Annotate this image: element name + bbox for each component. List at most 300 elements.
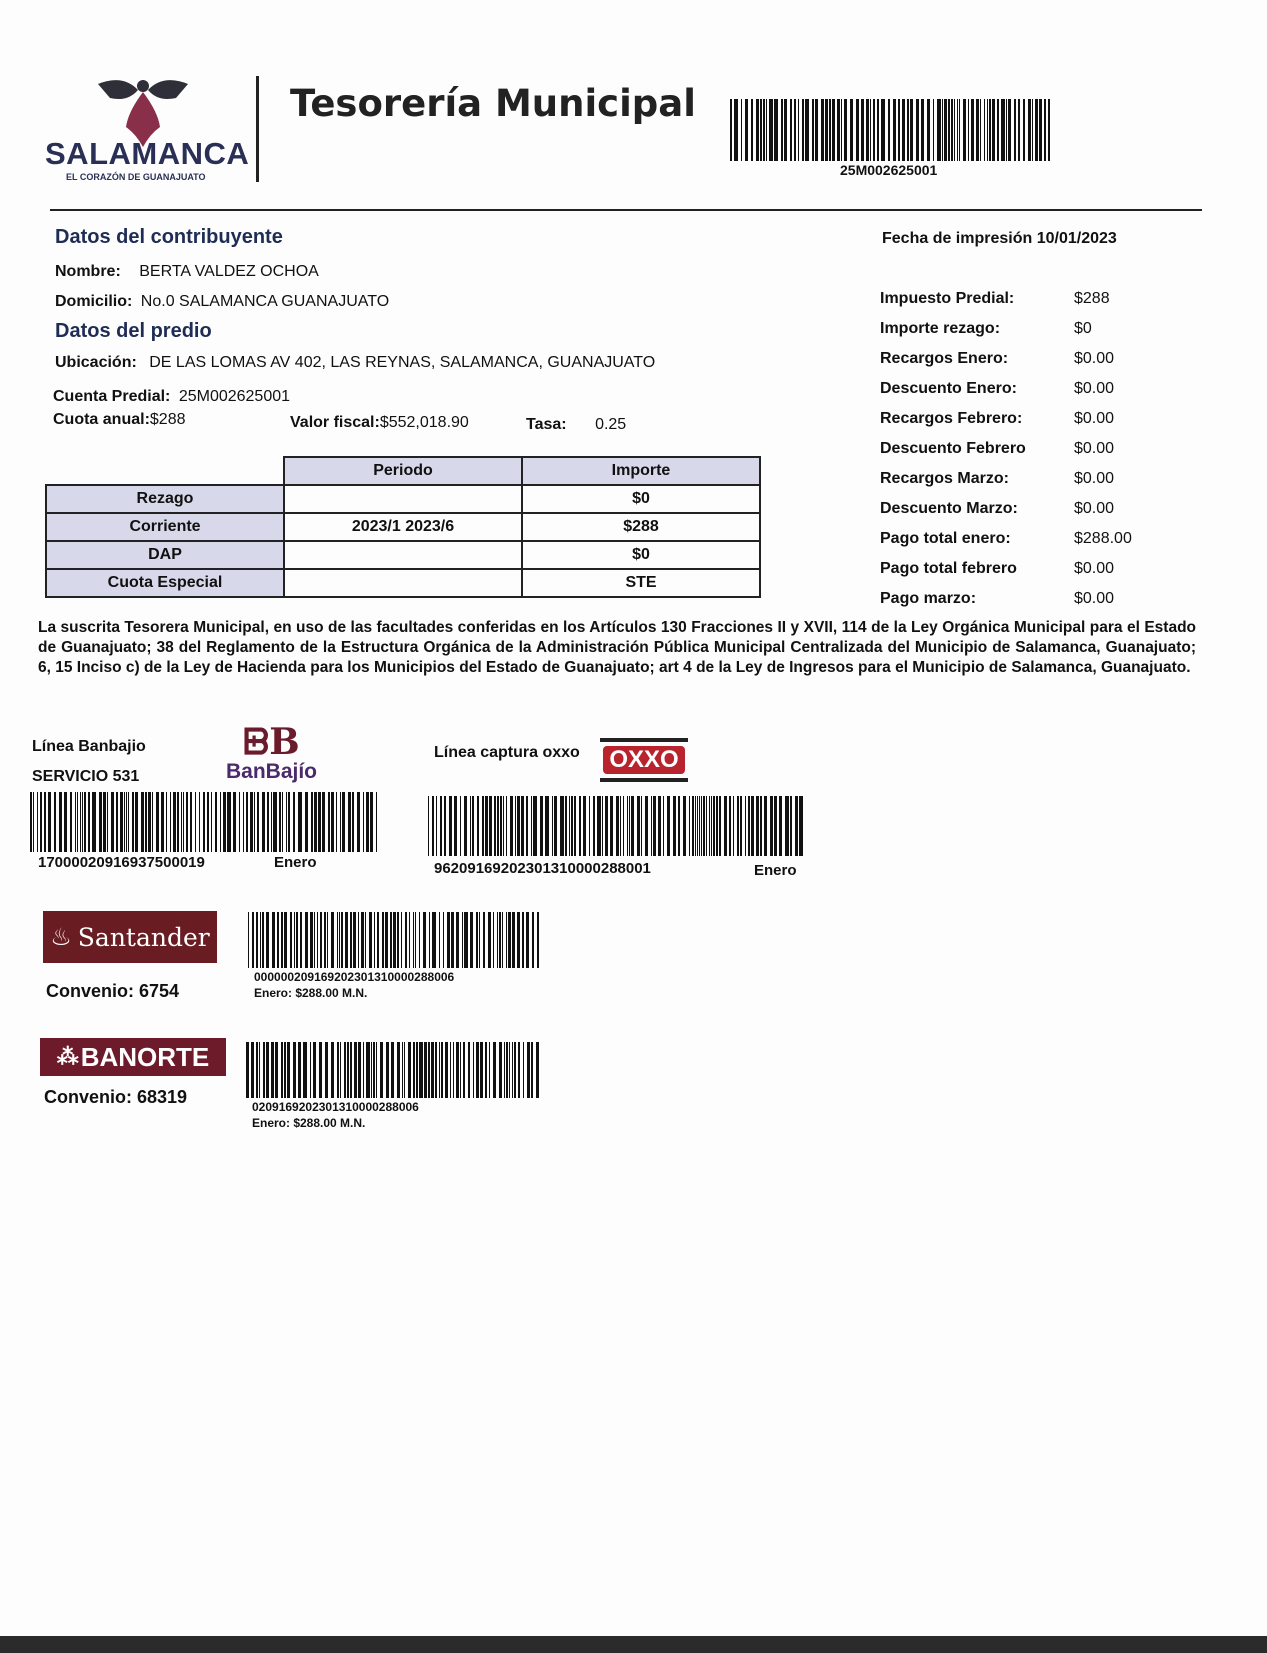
barcode-bar (512, 912, 515, 968)
row-concepto: Rezago (46, 485, 284, 513)
cuenta-row (53, 388, 290, 406)
summary-item (880, 530, 1132, 560)
barcode-bar (470, 796, 471, 856)
barcode-bar (252, 912, 254, 968)
barcode-bar (866, 99, 869, 161)
cuenta-label: Cuenta Predial: (53, 388, 171, 405)
barcode-bar (284, 912, 287, 968)
barcode-bar (220, 792, 221, 852)
barcode-bar (450, 1042, 451, 1098)
barcode-bar (764, 796, 767, 856)
barcode-bar (509, 1042, 510, 1098)
barcode-bar (199, 792, 200, 852)
barcode-bar (325, 1042, 328, 1098)
barcode-bar (170, 792, 171, 852)
row-importe: $0 (522, 485, 760, 513)
barcode-bar (54, 792, 56, 852)
barcode-bar (161, 792, 164, 852)
row-periodo (284, 541, 522, 569)
barcode-bar (300, 912, 302, 968)
barcode-bar (503, 796, 504, 856)
barcode-bar (497, 796, 499, 856)
barcode-bar (812, 99, 814, 161)
barcode-bar (273, 792, 277, 852)
barcode-bar (881, 99, 885, 161)
barcode-bar (683, 796, 686, 856)
barcode-bar (794, 99, 796, 161)
barcode-bar (227, 792, 231, 852)
barcode-bar (70, 792, 72, 852)
barcode-bar (482, 796, 484, 856)
barcode-bar (485, 1042, 487, 1098)
barcode-bar (526, 912, 529, 968)
oxxo-logo-text: OXXO (603, 746, 684, 774)
ubicacion-value: DE LAS LOMAS AV 402, LAS REYNAS, SALAMANCA, GUANAJUATO (149, 354, 656, 371)
barcode-bar (653, 796, 656, 856)
barcode-bar (282, 792, 283, 852)
barcode-bar (774, 99, 778, 161)
barcode-bar (314, 912, 315, 968)
barcode-bar (428, 1042, 430, 1098)
barcode-bar (305, 912, 308, 968)
barcode-bar (310, 1042, 311, 1098)
table-row (46, 569, 760, 597)
barcode-bar (616, 796, 619, 856)
row-importe: $288 (522, 513, 760, 541)
barcode-bar (376, 1042, 377, 1098)
barcode-bar (825, 99, 828, 161)
summary-label: Descuento Enero: (880, 380, 1017, 397)
barcode-bar (37, 792, 38, 852)
barcode-bar (971, 99, 974, 161)
summary-label: Pago total febrero (880, 560, 1017, 577)
summary-item (880, 500, 1132, 530)
barcode-bar (512, 1042, 513, 1098)
barcode-bar (267, 792, 269, 852)
barcode-bar (470, 912, 473, 968)
barcode-bar (992, 99, 995, 161)
logo-tagline: EL CORAZÓN DE GUANAJUATO (66, 172, 206, 182)
ubicacion-row (55, 354, 655, 372)
barcode-bar (40, 792, 42, 852)
barcode-bar (177, 792, 179, 852)
summary-value: $0.00 (1074, 350, 1115, 367)
barcode-bar (499, 1042, 502, 1098)
barcode-bar (766, 99, 767, 161)
barcode-bar (331, 792, 334, 852)
barcode-bar (663, 796, 664, 856)
barcode-bar (504, 1042, 505, 1098)
santander-convenio: Convenio: 6754 (46, 981, 180, 1001)
domicilio-row (55, 293, 389, 311)
barcode-bar (347, 1042, 349, 1098)
barcode-bar (841, 99, 842, 161)
barcode-bar (401, 912, 402, 968)
barcode-bar (366, 792, 369, 852)
barcode-bar (554, 796, 557, 856)
barcode-bar (344, 1042, 346, 1098)
barcode-bar (288, 792, 290, 852)
barcode-bar (374, 912, 375, 968)
barcode-bar (968, 99, 969, 161)
barcode-bar (281, 912, 283, 968)
barcode-bar (489, 796, 492, 856)
barcode-bar (531, 796, 532, 856)
oxxo-month: Enero (754, 862, 797, 879)
cuota-value: $288 (149, 411, 186, 428)
nombre-row (55, 263, 319, 281)
barcode-bar (432, 796, 434, 856)
barcode-bar (763, 99, 765, 161)
barcode-bar (540, 796, 543, 856)
barcode-bar (701, 796, 702, 856)
barcode-bar (80, 792, 81, 852)
barcode-bar (832, 99, 835, 161)
barcode-bar (419, 1042, 423, 1098)
barcode-bar (310, 912, 313, 968)
barcode-bar (203, 792, 205, 852)
barcode-bar (250, 792, 253, 852)
barcode-bar (277, 912, 279, 968)
summary-label: Pago marzo: (880, 590, 977, 607)
barcode-bar (124, 792, 125, 852)
barcode-bar (703, 796, 705, 856)
legal-text: La suscrita Tesorera Municipal, en uso de las facultades conferidas en los Artículos 130 Fracciones II y XVII, 114 de la Ley Orgánica Municipal para el Estado de Guanajuato; 38 del Reglamento de la Estructura Orgánica de la Administración Pública Municipal Centralizada del Municipio de Salamanca, Guanajuato; 6, 15 Inciso c) de la Ley de Hacienda para los Municipios del Estado de Guanajuato; art 4 de la Ley de Ingresos para el Municipio de Salamanca, Guanajuato. (38, 619, 1196, 676)
barcode-bar (431, 1042, 434, 1098)
oxxo-logo (600, 738, 688, 782)
summary-label: Impuesto Predial: (880, 290, 1015, 307)
row-concepto: Corriente (46, 513, 284, 541)
barcode-bar (645, 796, 648, 856)
barcode-bar (305, 792, 308, 852)
barcode-bar (779, 796, 782, 856)
barcode-bar (246, 1042, 249, 1098)
barcode-bar (298, 792, 302, 852)
barcode-bar (902, 99, 905, 161)
barcode-bar (293, 1042, 296, 1098)
barcode-bar (506, 1042, 508, 1098)
barcode-bar (429, 912, 430, 968)
banbajio-barcode (30, 792, 384, 852)
barcode-bar (552, 796, 553, 856)
barcode-bar (898, 99, 900, 161)
barcode-bar (340, 792, 341, 852)
barcode-bar (132, 792, 134, 852)
barcode-bar (190, 792, 192, 852)
barcode-bar (33, 792, 34, 852)
barcode-bar (514, 1042, 516, 1098)
barcode-bar (631, 796, 634, 856)
fecha-value: 10/01/2023 (1036, 230, 1117, 247)
barcode-bar (1035, 99, 1038, 161)
row-importe: $0 (522, 541, 760, 569)
barcode-bar (111, 792, 114, 852)
summary-value: $0.00 (1074, 410, 1115, 427)
barcode-bar (713, 796, 715, 856)
barcode-bar (251, 1042, 254, 1098)
barcode-bar (444, 796, 446, 856)
tasa-label: Tasa: (526, 416, 567, 433)
summary-value: $0.00 (1074, 470, 1115, 487)
barcode-bar (397, 912, 399, 968)
cuota-table (45, 456, 761, 598)
barcode-bar (734, 99, 738, 161)
barcode-bar (331, 912, 334, 968)
barcode-bar (510, 796, 513, 856)
barcode-bar (366, 1042, 370, 1098)
summary-value: $0 (1074, 320, 1092, 337)
barcode-bar (64, 792, 67, 852)
barcode-bar (751, 99, 753, 161)
banorte-logo (40, 1038, 226, 1076)
barcode-bar (517, 912, 520, 968)
barcode-bar (745, 99, 748, 161)
barcode-bar (445, 1042, 448, 1098)
barcode-bar (733, 796, 734, 856)
barcode-bar (358, 912, 359, 968)
banbajio-logo (226, 721, 318, 784)
banbajio-servicio: SERVICIO 531 (32, 768, 140, 785)
barcode-bar (1018, 99, 1020, 161)
barcode-bar (357, 792, 360, 852)
barcode-bar (447, 912, 450, 968)
barcode-bar (320, 912, 322, 968)
barcode-bar (211, 792, 212, 852)
barcode-bar (468, 1042, 470, 1098)
barcode-bar (1014, 99, 1016, 161)
summary-value: $0.00 (1074, 440, 1115, 457)
barcode-bar (435, 1042, 437, 1098)
barcode-bar (92, 792, 96, 852)
barcode-bar (99, 792, 102, 852)
barcode-bar (436, 796, 437, 856)
barcode-bar (409, 912, 410, 968)
barcode-bar (454, 796, 457, 856)
barcode-bar (386, 1042, 389, 1098)
barcode-bar (428, 796, 429, 856)
barcode-bar (298, 1042, 301, 1098)
barcode-bar (391, 1042, 394, 1098)
barcode-bar (493, 1042, 496, 1098)
banbajio-logo-text: BanBajío (226, 760, 318, 783)
summary-label: Recargos Enero: (880, 350, 1009, 367)
cuenta-value: 25M002625001 (178, 388, 291, 405)
barcode-bar (545, 796, 549, 856)
barcode-bar (337, 1042, 339, 1098)
barcode-bar (910, 99, 913, 161)
barcode-bar (152, 792, 153, 852)
barcode-bar (784, 99, 787, 161)
oxxo-code: 96209169202301310000288001 (434, 860, 651, 877)
oxxo-label: Línea captura oxxo (434, 744, 580, 761)
barcode-bar (751, 796, 754, 856)
barcode-bar (397, 1042, 400, 1098)
barcode-bar (774, 796, 777, 856)
header-barcode-text: 25M002625001 (840, 162, 938, 178)
barcode-bar (361, 912, 364, 968)
valor-row (290, 414, 469, 432)
barcode-bar (689, 796, 690, 856)
fecha-label: Fecha de impresión (882, 230, 1033, 247)
barcode-bar (303, 1042, 307, 1098)
barcode-bar (460, 796, 461, 856)
barcode-bar (589, 796, 590, 856)
barcode-bar (183, 792, 184, 852)
barcode-bar (673, 796, 676, 856)
barcode-bar (781, 99, 783, 161)
barcode-bar (737, 796, 739, 856)
barcode-bar (413, 1042, 415, 1098)
barcode-bar (472, 796, 474, 856)
barcode-bar (610, 796, 613, 856)
barcode-bar (829, 99, 831, 161)
barcode-bar (322, 792, 325, 852)
barcode-bar (223, 792, 226, 852)
barcode-bar (324, 912, 326, 968)
banorte-amount: Enero: $288.00 M.N. (252, 1116, 366, 1130)
barcode-bar (526, 796, 528, 856)
barcode-bar (637, 796, 640, 856)
barcode-bar (440, 796, 442, 856)
barcode-bar (565, 796, 567, 856)
barcode-bar (313, 1042, 316, 1098)
barcode-bar (248, 912, 249, 968)
nombre-label: Nombre: (55, 263, 121, 280)
barcode-bar (443, 912, 444, 968)
barcode-bar (352, 792, 354, 852)
barcode-bar (286, 792, 287, 852)
banbajio-label: Línea Banbajio (32, 738, 146, 755)
barcode-bar (493, 912, 494, 968)
barcode-bar (850, 99, 853, 161)
barcode-bar (294, 912, 295, 968)
barcode-bar (706, 796, 707, 856)
barcode-bar (873, 99, 875, 161)
barcode-bar (259, 1042, 260, 1098)
barcode-bar (380, 1042, 383, 1098)
barcode-bar (605, 796, 608, 856)
barcode-bar (449, 796, 452, 856)
barcode-bar (976, 99, 979, 161)
barcode-bar (339, 912, 340, 968)
barcode-bar (327, 912, 328, 968)
barcode-bar (88, 792, 90, 852)
barcode-bar (1032, 99, 1033, 161)
logo-name: SALAMANCA (45, 136, 250, 171)
barcode-bar (944, 99, 947, 161)
contribuyente-title: Datos del contribuyente (55, 226, 283, 248)
barcode-bar (382, 912, 384, 968)
barcode-bar (989, 99, 991, 161)
barcode-bar (402, 1042, 403, 1098)
barcode-bar (272, 912, 275, 968)
barcode-bar (103, 792, 106, 852)
barcode-bar (462, 912, 463, 968)
barcode-bar (907, 99, 909, 161)
barcode-bar (724, 796, 727, 856)
barcode-bar (296, 912, 298, 968)
barcode-bar (377, 912, 379, 968)
barcode-bar (256, 912, 258, 968)
barcode-bar (951, 99, 953, 161)
barcode-bar (30, 792, 32, 852)
barcode-bar (756, 796, 759, 856)
barcode-bar (363, 792, 364, 852)
barcode-bar (651, 796, 652, 856)
summary-label: Recargos Marzo: (880, 470, 1009, 487)
row-periodo (284, 485, 522, 513)
barcode-bar (933, 99, 934, 161)
barcode-bar (506, 796, 507, 856)
barcode-bar (271, 792, 272, 852)
table-row (46, 513, 760, 541)
barcode-bar (536, 1042, 539, 1098)
header-periodo: Periodo (284, 457, 522, 485)
barcode-bar (318, 792, 321, 852)
barcode-bar (957, 99, 958, 161)
barcode-bar (844, 99, 847, 161)
barcode-bar (451, 912, 454, 968)
barcode-bar (730, 99, 732, 161)
fecha-impresion (882, 230, 1117, 248)
barcode-bar (266, 1042, 269, 1098)
barcode-bar (371, 1042, 372, 1098)
barcode-bar (479, 912, 480, 968)
banbajio-logo-icon: ᗸB (243, 721, 300, 763)
barcode-bar (473, 1042, 474, 1098)
barcode-bar (281, 1042, 283, 1098)
barcode-bar (279, 792, 281, 852)
summary-item (880, 290, 1132, 320)
barcode-bar (342, 792, 345, 852)
summary-item (880, 440, 1132, 470)
barcode-bar (1023, 99, 1025, 161)
barcode-bar (921, 99, 924, 161)
barcode-bar (515, 796, 516, 856)
barcode-bar (385, 912, 388, 968)
barcode-bar (602, 796, 603, 856)
barcode-bar (476, 912, 478, 968)
banbajio-month: Enero (274, 854, 317, 871)
barcode-bar (263, 1042, 265, 1098)
barcode-bar (893, 99, 896, 161)
barcode-bar (370, 792, 373, 852)
barcode-bar (337, 912, 338, 968)
barcode-bar (942, 99, 943, 161)
barcode-bar (173, 792, 176, 852)
barcode-bar (84, 792, 86, 852)
barcode-bar (439, 1042, 440, 1098)
barcode-bar (795, 796, 798, 856)
barcode-bar (821, 99, 824, 161)
barcode-bar (709, 796, 710, 856)
barcode-bar (629, 796, 630, 856)
barcode-bar (262, 912, 264, 968)
barcode-bar (317, 912, 318, 968)
summary-value: $288 (1074, 290, 1110, 307)
barcode-bar (623, 796, 624, 856)
barcode-bar (419, 912, 420, 968)
barcode-bar (583, 796, 586, 856)
barcode-bar (502, 912, 503, 968)
barcode-bar (1008, 99, 1011, 161)
header-rule (50, 209, 1202, 211)
barcode-bar (120, 792, 123, 852)
summary-value: $0.00 (1074, 560, 1115, 577)
summary-value: $288.00 (1074, 530, 1132, 547)
barcode-bar (243, 792, 244, 852)
barcode-bar (711, 796, 712, 856)
